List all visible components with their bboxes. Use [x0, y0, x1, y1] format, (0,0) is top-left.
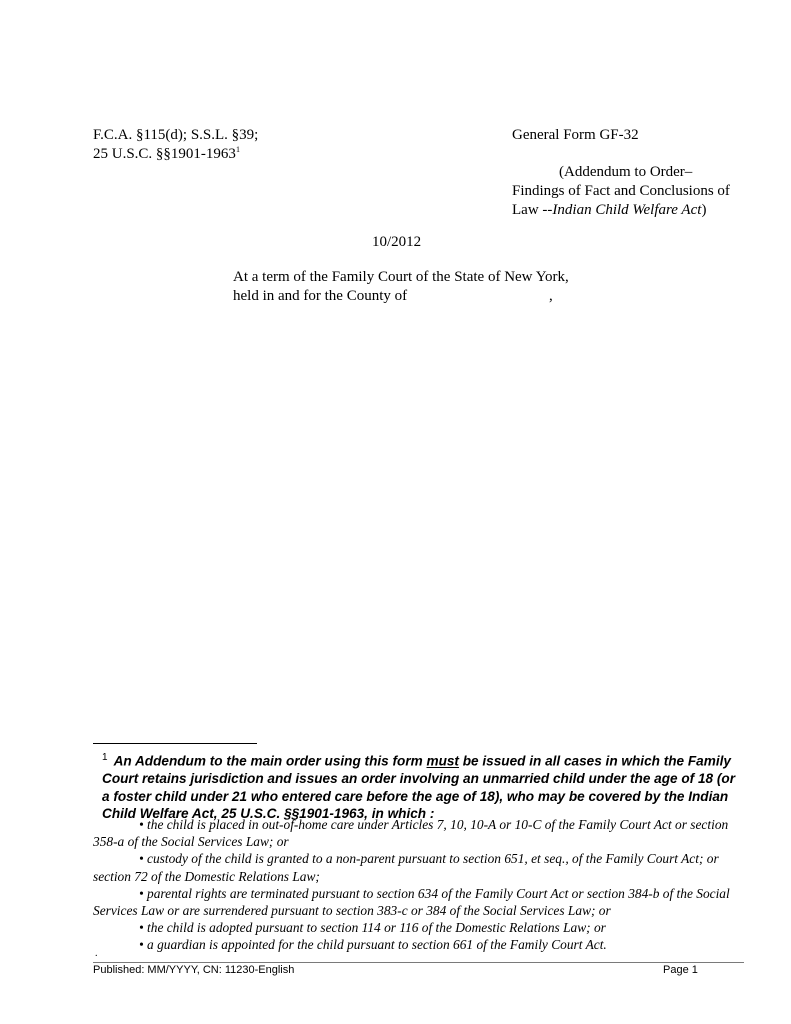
statute-citation: [93, 126, 258, 164]
footnote-separator: [93, 743, 257, 744]
footnote-bullet: • custody of the child is granted to a non-parent pursuant to section 651, et seq., of the Family Court Act; or section 72 of the Domestic Relations Law;: [93, 851, 719, 884]
subtitle-line-2: Findings of Fact and Conclusions of: [512, 183, 730, 199]
footer-rule: [93, 962, 744, 963]
footnote-bullet: • the child is placed in out-of-home care under Articles 7, 10, 10-A or 10-C of the Family Court Act or section 358-a of the Social Services Law; or: [93, 817, 729, 850]
citation-line-2: 25 U.S.C. §§1901-1963$^1$: [93, 145, 240, 162]
trailing-mark: .: [95, 948, 98, 959]
caption-comma: ,: [549, 288, 553, 304]
page-number: Page 1: [663, 964, 698, 976]
act-name: Indian Child Welfare Act: [552, 202, 702, 218]
footnote-bullet: • a guardian is appointed for the child pursuant to section 661 of the Family Court Act.: [139, 937, 607, 953]
must-emphasis: must: [426, 753, 459, 769]
court-caption: [233, 268, 613, 306]
form-identifier: [512, 126, 752, 220]
subtitle-line-3: Law --Indian Child Welfare Act): [512, 202, 707, 218]
citation-line-1: F.C.A. §115(d); S.S.L. §39;: [93, 127, 259, 143]
caption-line-2: held in and for the County of ,: [233, 288, 553, 304]
form-number: General Form GF-32: [512, 127, 639, 143]
subtitle-line-1: (Addendum to Order–: [559, 164, 693, 180]
footnote-bullet: • parental rights are terminated pursuant to section 634 of the Family Court Act or section 384-b of the Social Services Law or are surrendered pursuant to section 383-c or 384 of the Social Services Law; or: [93, 885, 730, 919]
footnote-bullet-list: [93, 816, 745, 954]
caption-line-1: At a term of the Family Court of the State of New York,: [233, 269, 569, 285]
footnote-number: 1: [102, 752, 108, 763]
published-info: Published: MM/YYYY, CN: 11230-English: [93, 964, 295, 976]
footnote-lead: $^1$ An Addendum to the main order using this form must be issued in all cases in which the Family Court retains jurisdiction and issues an order involving an unmarried child under the age of 18 (or a foster child under 21 who entered care before the age of 18), who may be covered by the Indian Child Welfare Act, 25 U.S.C. §§1901-1963, in which :: [102, 752, 735, 822]
footnote-bullet: • the child is adopted pursuant to section 114 or 116 of the Domestic Relations Law; or: [139, 920, 606, 936]
revision-date: 10/2012: [372, 234, 422, 250]
footnote-reference: 1: [235, 145, 240, 154]
